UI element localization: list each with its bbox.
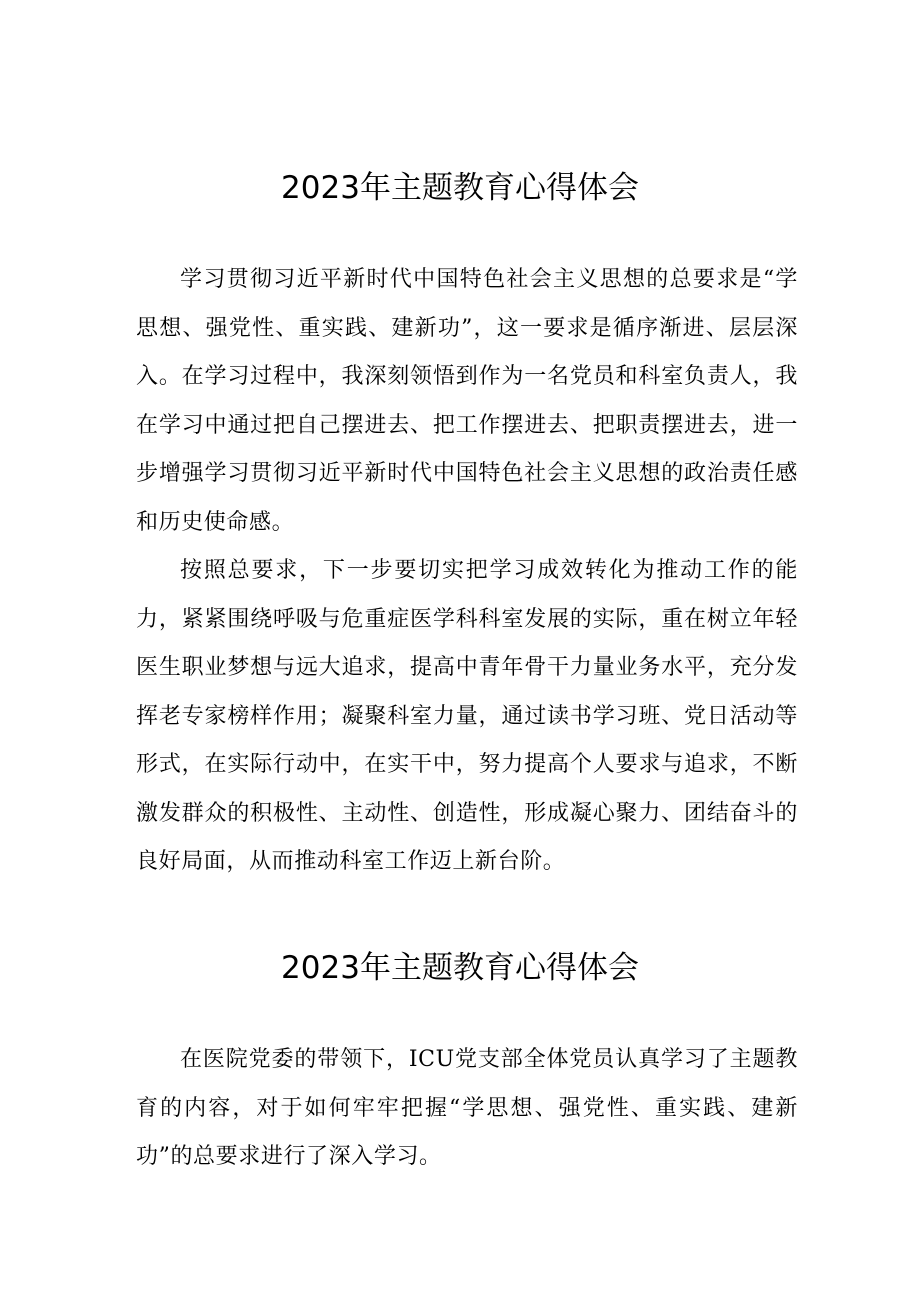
section-1-paragraph-2: 按照总要求，下一步要切实把学习成效转化为推动工作的能力，紧紧围绕呼吸与危重症医学科科室发展的实际，重在树立年轻医生职业梦想与远大追求，提高中青年骨干力量业务水平，充分发挥老专家榜样作用；凝聚科室力量，通过读书学习班、党日活动等形式，在实际行动中，在实干中，努力提高个人要求与追求，不断激发群众的积极性、主动性、创造性，形成凝心聚力、团结奋斗的良好局面，从而推动科室工作迈上新台阶。 bbox=[136, 558, 798, 874]
section-1-title: 2023年主题教育心得体会 bbox=[281, 170, 639, 206]
section-2-title: 2023年主题教育心得体会 bbox=[281, 950, 639, 986]
section-1-paragraph-1: 学习贯彻习近平新时代中国特色社会主义思想的总要求是“学思想、强党性、重实践、建新功”，这一要求是循序渐进、层层深入。在学习过程中，我深刻领悟到作为一名党员和科室负责人，我在学习中通过把自己摆进去、把工作摆进去、把职责摆进去，进一步增强学习贯彻习近平新时代中国特色社会主义思想的政治责任感和历史使命感。 bbox=[136, 267, 798, 535]
section-2-paragraph-1: 在医院党委的带领下，ICU党支部全体党员认真学习了主题教育的内容，对于如何牢牢把握“学思想、强党性、重实践、建新功”的总要求进行了深入学习。 bbox=[136, 1047, 798, 1169]
